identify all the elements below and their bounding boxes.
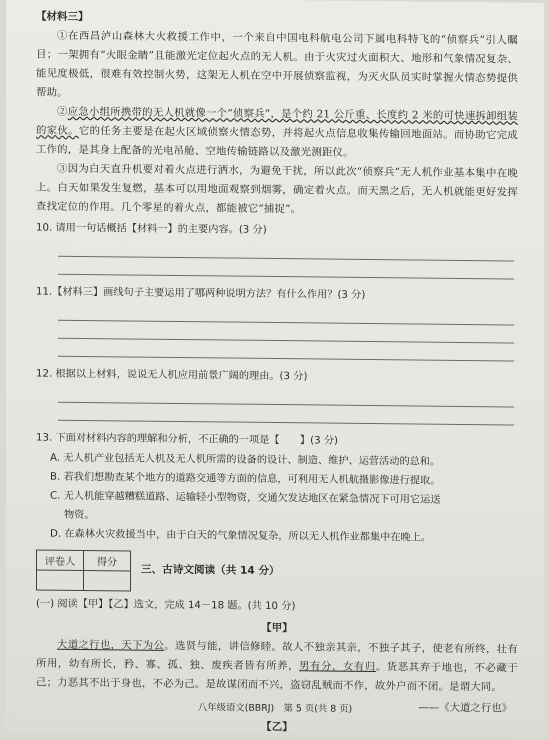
section-3-title: 三、古诗文阅读（共 14 分） xyxy=(141,563,280,578)
passage-part-2: 。货恶其弃于地也，不必藏于己；力恶其不出于身也，不必为己。是故谋闭而不兴，盗窃乱贼而不作，故外户而不闭。是谓大同。 xyxy=(36,661,518,694)
underlined-phrase-2: 男有分，女有归 xyxy=(299,660,376,674)
option-c-line2: 物资。 xyxy=(64,509,95,522)
material3-title: 【材料三】 xyxy=(36,10,89,24)
question-13: 13. 下面对材料内容的理解和分析，不正确的一项是【 】(3 分) xyxy=(36,432,338,447)
underlined-phrase-1: 大道之行也，天下为公 xyxy=(57,638,165,652)
passage-source: ——《大道之行也》 xyxy=(418,701,512,715)
answer-line-11c[interactable] xyxy=(58,339,514,362)
answer-line-12b[interactable] xyxy=(58,403,514,426)
passage-part-1: 。选贤与能，讲信修睦。故人不独亲其亲，不独子其子，使老有所终，壮有所用，幼有所长，矜、寡、孤、独、废疾者皆有所养， xyxy=(36,639,518,673)
material3-paragraph-3: ③因为白天直升机要对着火点进行洒水，为避免干扰，所以此次“侦察兵”无人机作业基本集中在晚上。白天如果发生复燃，基本可以用地面观察到烟雾，确定着火点。而天黑之后，无人机就能更好发挥查找定位的作用。几个零星的着火点，都能被它“捕捉”。 xyxy=(36,162,518,216)
jia-label: 【甲】 xyxy=(261,621,293,635)
option-b[interactable]: B. 若我们想勘查某个地方的道路交通等方面的信息，可利用无人机航摄影像进行提取。 xyxy=(50,471,441,487)
section-3-instructions: (一) 阅读【甲】【乙】选文，完成 14－18 题。(共 10 分) xyxy=(36,598,296,613)
underlined-sentence: 应急小组所携带的无人机就像一个“侦察兵”，是个约 21 公斤重、长度约 2 米的可快速拆卸组装的家伙。 xyxy=(36,105,518,137)
material3-paragraph-2 xyxy=(36,102,518,164)
score-table xyxy=(36,549,131,591)
exam-page xyxy=(6,0,544,737)
question-11: 11.【材料三】画线句子主要运用了哪两种说明方法？有什么作用？(3 分) xyxy=(36,286,366,301)
material3-paragraph-1: ①在西昌泸山森林大火救援工作中，一个来自中国电科航电公司下属电科特飞的“侦察兵”引人瞩目；一架拥有“火眼金睛”且能激光定位起火点的无人机。由于火灾过火面积大、地形和气象情况复杂、能见度极低，很难有效控制火势，这架无人机在空中开展侦察监视，为灭火队员实时掌握火情态势提供帮助。 xyxy=(36,29,518,99)
answer-line-10b[interactable] xyxy=(58,257,514,280)
option-d[interactable]: D. 在森林火灾救援当中，由于白天的气象情况复杂，所以无人机作业都集中在晚上。 xyxy=(50,528,432,544)
page-footer: 八年级语文(BBRJ) 第 5 页(共 8 页) xyxy=(197,702,353,715)
question-12: 12. 根据以上材料，说说无人机应用前景广阔的理由。(3 分) xyxy=(36,368,308,383)
grader-label: 评卷人 xyxy=(37,550,84,570)
section-3-header xyxy=(36,549,518,595)
grader-cell[interactable] xyxy=(37,570,84,590)
page-content xyxy=(36,7,518,739)
question-10: 10. 请用一句话概括【材料一】的主要内容。(3 分) xyxy=(36,222,267,236)
classical-passage xyxy=(36,635,518,697)
option-c[interactable] xyxy=(50,487,518,530)
yi-label: 【乙】 xyxy=(261,720,293,734)
p2-rest: 它的任务主要是在起火区域侦察火情态势，并将起火点信息收集传输回地面站。而协助它完成工作的，是其身上配备的光电吊舱、空地传输链路以及激光测距仪。 xyxy=(36,124,518,159)
option-a[interactable]: A. 无人机产业包括无人机及无人机所需的设备的设计、制造、维护、运营活动的总和。 xyxy=(50,452,441,468)
score-label: 得分 xyxy=(84,550,131,570)
option-c-line1: C. 无人机能穿越糟糕道路、运输轻小型物资，交通欠发达地区在紧急情况下可用它运送 xyxy=(50,490,441,506)
score-cell[interactable] xyxy=(84,570,131,590)
p2-marker: ② xyxy=(57,105,68,118)
